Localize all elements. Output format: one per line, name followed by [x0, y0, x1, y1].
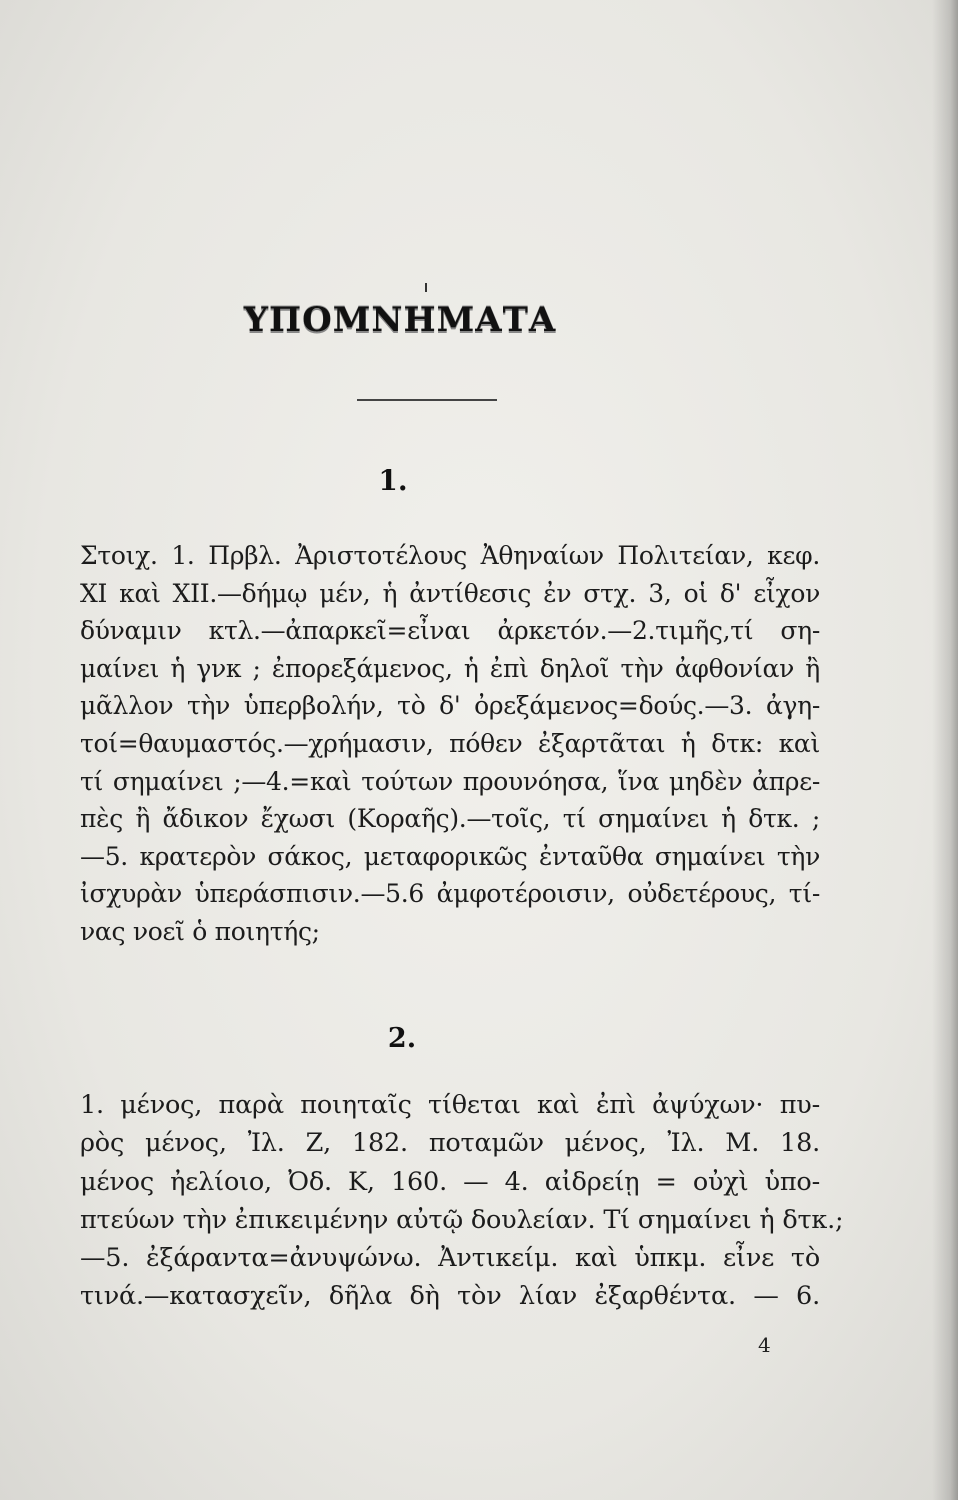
text-line: ἰσχυρὰν ὑπεράσπισιν.—5.6 ἀμφοτέροισιν, οὐδετέρους, τί- [80, 879, 820, 909]
section-1-text [80, 537, 820, 951]
text-line: τινά.—κατασχεῖν, δῆλα δὴ τὸν λίαν ἐξαρθέντα. — 6. [80, 1281, 820, 1312]
text-line: τί σημαίνει ;—4.=καὶ τούτων προυνόησα, ἵνα μηδὲν ἀπρε- [80, 766, 820, 796]
text-line: —5. ἐξάραντα=ἀνυψώνω. Ἀντικείμ. καὶ ὑπκμ. εἶνε τὸ [80, 1243, 820, 1274]
text-line: δύναμιν κτλ.—ἀπαρκεῖ=εἶναι ἀρκετόν.—2.τιμῆς,τί ση- [80, 616, 820, 646]
section-number-2: 2. [387, 1023, 417, 1054]
text-line: 1. μένος, παρὰ ποιηταῖς τίθεται καὶ ἐπὶ ἀψύχων· πυ- [80, 1090, 820, 1120]
text-line: XI καὶ XII.—δήμῳ μέν, ἡ ἀντίθεσις ἐν στχ. 3, οἱ δ' εἶχον [80, 578, 820, 608]
text-line: μᾶλλον τὴν ὑπερβολήν, τὸ δ' ὀρεξάμενος=δούς.—3. ἀγη- [80, 691, 820, 721]
text-line: —5. κρατερὸν σάκος, μεταφορικῶς ἐνταῦθα σημαίνει τὴν [80, 841, 820, 871]
text-line: πὲς ἢ ἄδικον ἔχωσι (Κοραῆς).—τοῖς, τί σημαίνει ἡ δτκ. ; [80, 804, 820, 834]
text-line: μένος ἠελίοιο, Ὀδ. Κ, 160. — 4. αἰδρείῃ = οὐχὶ ὑπο- [80, 1166, 820, 1197]
page-number: 4 [758, 1333, 771, 1357]
stray-mark [425, 283, 427, 292]
text-line: τοί=θαυμαστός.—χρήμασιν, πόθεν ἐξαρτᾶται ἡ δτκ: καὶ [80, 728, 820, 758]
text-line: πτεύων τὴν ἐπικειμένην αὐτῷ δουλείαν. Τί σημαίνει ἡ δτκ.; [80, 1204, 844, 1235]
text-line: νας νοεῖ ὁ ποιητής; [80, 916, 320, 946]
page-edge-shadow [932, 0, 958, 1500]
title-divider [357, 399, 497, 401]
page-title: ΥΠΟΜΝΗΜΑΤΑ [243, 300, 557, 340]
text-line: μαίνει ἡ γνκ ; ἐπορεξάμενος, ἡ ἐπὶ δηλοῖ τὴν ἀφθονίαν ἢ [80, 653, 820, 683]
section-number-1: 1. [378, 464, 408, 497]
text-line: ρὸς μένος, Ἰλ. Ζ, 182. ποταμῶν μένος, Ἰλ. Μ. 18. [80, 1128, 820, 1159]
section-2-text [80, 1086, 844, 1316]
text-line: Στοιχ. 1. Πρβλ. Ἀριστοτέλους Ἀθηναίων Πολιτείαν, κεφ. [80, 541, 820, 570]
